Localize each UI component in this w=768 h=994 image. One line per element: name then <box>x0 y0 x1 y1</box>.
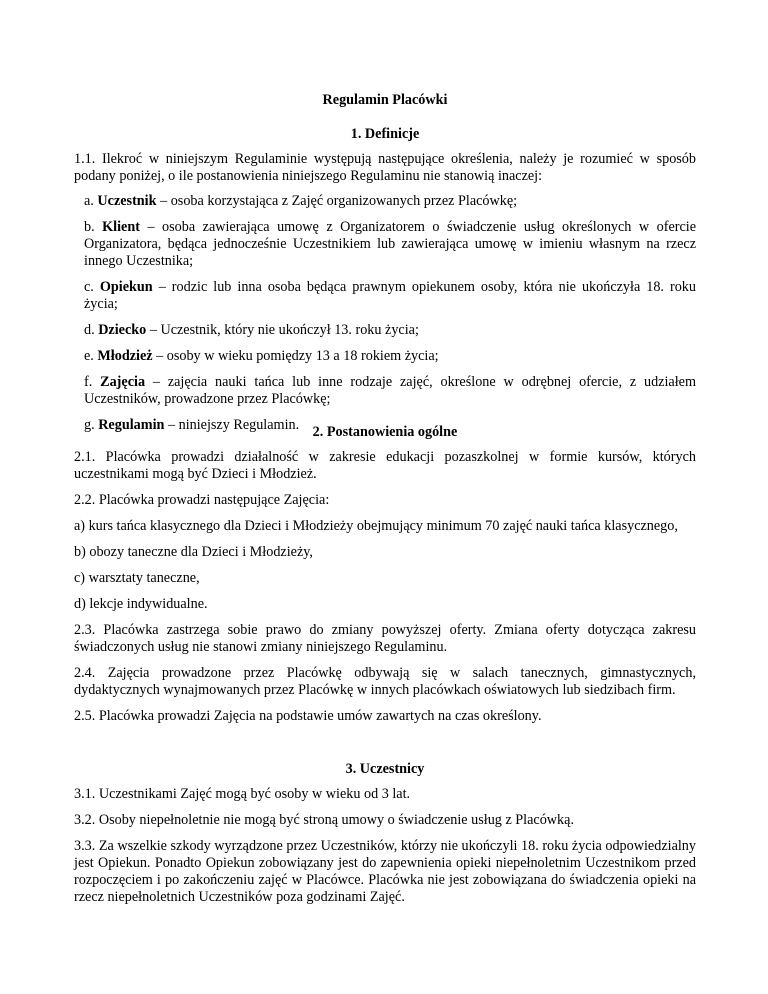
definition-item: c. Opiekun – rodzic lub inna osoba będąca prawnym opiekunem osoby, która nie ukończyła 18. roku życia; <box>84 279 696 312</box>
paragraph-2-2: 2.2. Placówka prowadzi następujące Zajęcia: <box>74 492 330 508</box>
section-participants <box>74 761 696 906</box>
definition-item: a. Uczestnik – osoba korzystająca z Zajęć organizowanych przez Placówkę; <box>84 193 518 209</box>
paragraph-2-4: 2.4. Zajęcia prowadzone przez Placówkę odbywają się w salach tanecznych, gimnastycznych, dydaktycznych wynajmowanych przez Placówkę w innych placówkach oświatowych lub siedzibach firm. <box>74 665 696 698</box>
section-heading: 1. Definicje <box>350 126 420 142</box>
paragraph-2-3: 2.3. Placówka zastrzega sobie prawo do zmiany powyższej oferty. Zmiana oferty dotycząca zakresu świadczonych usług nie stanowi zmiany niniejszego Regulaminu. <box>74 622 696 655</box>
definition-term: Regulamin <box>98 417 165 433</box>
definition-term: Dziecko <box>98 322 147 338</box>
paragraph-3-2: 3.2. Osoby niepełnoletnie nie mogą być stroną umowy o świadczenie usług z Placówką. <box>74 812 574 828</box>
paragraph-3-3: 3.3. Za wszelkie szkody wyrządzone przez Uczestników, którzy nie ukończyli 18. roku życia odpowiedzialny jest Opiekun. Ponadto Opiekun zobowiązany jest do zapewnienia opieki niepełnoletnim Uczestnikom przed rozpoczęciem i po zakończeniu zajęć w Placówce. Placówka nie jest zobowiązana do świadczenia opieki na rzecz niepełnoletnich Uczestników poza godzinami Zajęć. <box>74 838 696 905</box>
list-item: d) lekcje indywidualne. <box>74 596 208 612</box>
document-title: Regulamin Placówki <box>322 92 448 108</box>
paragraph-3-1: 3.1. Uczestnikami Zajęć mogą być osoby w wieku od 3 lat. <box>74 786 411 802</box>
section-definitions <box>74 126 696 434</box>
definition-item: d. Dziecko – Uczestnik, który nie ukończył 13. roku życia; <box>84 322 419 338</box>
list-item: b) obozy taneczne dla Dzieci i Młodzieży, <box>74 544 313 560</box>
section-heading: 3. Uczestnicy <box>345 761 425 777</box>
definition-item: g. Regulamin – niniejszy Regulamin. <box>84 417 300 433</box>
section-general-provisions <box>74 424 696 725</box>
paragraph-2-1: 2.1. Placówka prowadzi działalność w zakresie edukacji pozaszkolnej w formie kursów, których uczestnikami mogą być Dzieci i Młodzież. <box>74 449 696 482</box>
paragraph-1-1: 1.1. Ilekroć w niniejszym Regulaminie występują następujące określenia, należy je rozumieć w sposób podany poniżej, o ile postanowienia niniejszego Regulaminu nie stanowią inaczej: <box>74 151 696 184</box>
definition-item: f. Zajęcia – zajęcia nauki tańca lub inne rodzaje zajęć, określone w odrębnej ofercie, z udziałem Uczestników, prowadzone przez Placówkę; <box>84 374 696 407</box>
definition-term: Uczestnik <box>97 193 157 209</box>
list-item: a) kurs tańca klasycznego dla Dzieci i Młodzieży obejmujący minimum 70 zajęć nauki tańca klasycznego, <box>74 518 678 534</box>
definition-item: b. Klient – osoba zawierająca umowę z Organizatorem o świadczenie usług określonych w ofercie Organizatora, będąca jednocześnie Uczestnikiem lub zawierająca umowę w imieniu własnym na rzecz innego Uczestnika; <box>84 219 696 269</box>
list-item: c) warsztaty taneczne, <box>74 570 200 586</box>
paragraph-2-5: 2.5. Placówka prowadzi Zajęcia na podstawie umów zawartych na czas określony. <box>74 708 542 724</box>
definition-item: e. Młodzież – osoby w wieku pomiędzy 13 a 18 rokiem życia; <box>84 348 439 364</box>
section-heading: 2. Postanowienia ogólne <box>312 424 458 440</box>
definition-term: Opiekun <box>99 279 153 295</box>
definition-term: Młodzież <box>97 348 153 364</box>
definition-term: Zajęcia <box>100 374 146 390</box>
definition-term: Klient <box>102 219 140 235</box>
